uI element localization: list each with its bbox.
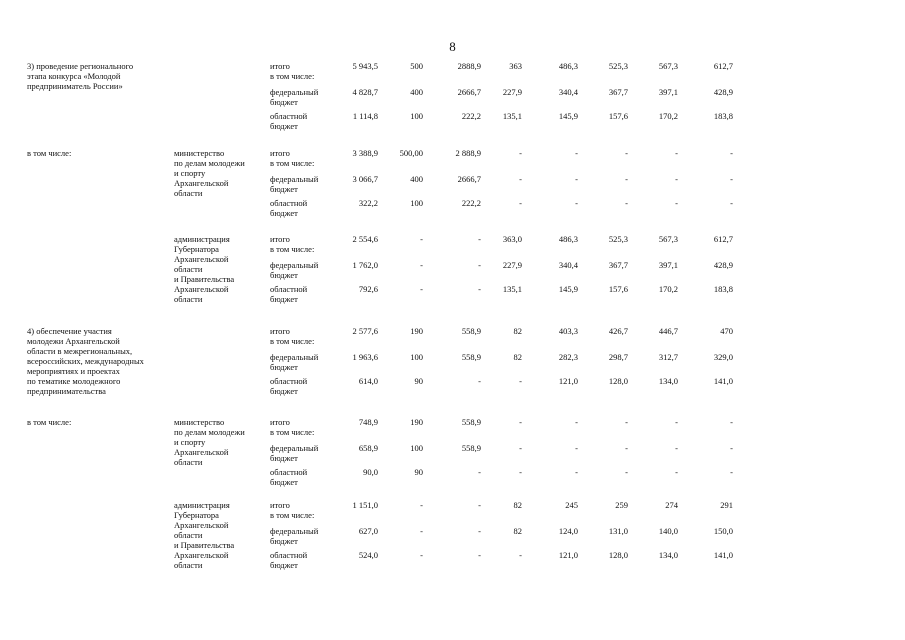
table-cell: 612,7 (713, 61, 733, 71)
section-label: в том числе: (27, 148, 72, 158)
table-cell: - (519, 467, 522, 477)
row-label: федеральный бюджет (270, 87, 319, 107)
table-cell: 141,0 (713, 550, 733, 560)
table-cell: 322,2 (358, 198, 378, 208)
table-cell: 312,7 (658, 352, 678, 362)
table-cell: 486,3 (558, 61, 578, 71)
table-cell: 82 (513, 352, 522, 362)
table-cell: - (675, 198, 678, 208)
table-cell: 135,1 (502, 111, 522, 121)
table-cell: 3 066,7 (352, 174, 378, 184)
table-cell: 227,9 (502, 87, 522, 97)
table-cell: 2 577,6 (352, 326, 378, 336)
row-label: итого в том числе: (270, 61, 315, 81)
table-cell: - (675, 148, 678, 158)
table-cell: 4 828,7 (352, 87, 378, 97)
table-cell: 446,7 (658, 326, 678, 336)
table-cell: - (575, 467, 578, 477)
table-cell: 282,3 (558, 352, 578, 362)
table-cell: - (575, 417, 578, 427)
table-cell: - (478, 550, 481, 560)
table-cell: 470 (720, 326, 733, 336)
table-cell: 400 (410, 174, 423, 184)
table-cell: - (478, 376, 481, 386)
row-label: областной бюджет (270, 111, 308, 131)
table-cell: - (675, 174, 678, 184)
table-cell: - (675, 443, 678, 453)
table-cell: 329,0 (713, 352, 733, 362)
table-cell: - (420, 526, 423, 536)
table-cell: - (625, 174, 628, 184)
table-cell: 222,2 (461, 198, 481, 208)
table-cell: 367,7 (608, 260, 628, 270)
page-number: 8 (449, 39, 456, 54)
row-label: итого в том числе: (270, 500, 315, 520)
table-cell: - (730, 443, 733, 453)
table-cell: - (625, 198, 628, 208)
table-cell: 363 (509, 61, 522, 71)
table-cell: - (625, 417, 628, 427)
table-cell: - (625, 148, 628, 158)
table-cell: 90 (414, 376, 423, 386)
row-label: областной бюджет (270, 376, 308, 396)
table-cell: 150,0 (713, 526, 733, 536)
table-cell: 157,6 (608, 111, 628, 121)
table-cell: 183,8 (713, 111, 733, 121)
executor-label: министерство по делам молодежи и спорту Архангельской области (174, 417, 245, 467)
table-cell: 82 (513, 326, 522, 336)
table-cell: 428,9 (713, 87, 733, 97)
table-cell: 145,9 (558, 111, 578, 121)
table-cell: - (420, 284, 423, 294)
table-cell: 121,0 (558, 376, 578, 386)
row-label: областной бюджет (270, 198, 308, 218)
table-cell: 245 (565, 500, 578, 510)
section-label: 3) проведение регионального этапа конкурса «Молодой предприниматель России» (27, 61, 134, 91)
table-cell: - (730, 417, 733, 427)
table-cell: 612,7 (713, 234, 733, 244)
table-cell: 141,0 (713, 376, 733, 386)
row-label: областной бюджет (270, 467, 308, 487)
table-cell: 2888,9 (457, 61, 481, 71)
table-cell: 100 (410, 352, 423, 362)
table-cell: 90,0 (363, 467, 378, 477)
table-cell: - (420, 234, 423, 244)
executor-label: администрация Губернатора Архангельской области и Правительства Архангельской области (174, 234, 235, 304)
table-cell: 614,0 (358, 376, 378, 386)
table-cell: 170,2 (658, 111, 678, 121)
table-cell: 140,0 (658, 526, 678, 536)
table-cell: 524,0 (358, 550, 378, 560)
table-cell: 426,7 (608, 326, 628, 336)
table-cell: - (730, 174, 733, 184)
table-cell: 259 (615, 500, 628, 510)
table-cell: 100 (410, 198, 423, 208)
table-cell: 90 (414, 467, 423, 477)
row-label: итого в том числе: (270, 148, 315, 168)
row-label: федеральный бюджет (270, 352, 319, 372)
table-cell: - (575, 174, 578, 184)
table-cell: 363,0 (502, 234, 522, 244)
table-cell: 3 388,9 (352, 148, 378, 158)
table-cell: - (575, 198, 578, 208)
executor-label: администрация Губернатора Архангельской области и Правительства Архангельской области (174, 500, 235, 570)
row-label: федеральный бюджет (270, 526, 319, 546)
table-cell: 82 (513, 500, 522, 510)
table-cell: 2 554,6 (352, 234, 378, 244)
table-cell: 121,0 (558, 550, 578, 560)
table-cell: 658,9 (358, 443, 378, 453)
table-cell: - (730, 148, 733, 158)
table-cell: - (478, 500, 481, 510)
row-label: федеральный бюджет (270, 260, 319, 280)
table-cell: 792,6 (358, 284, 378, 294)
table-cell: - (675, 467, 678, 477)
table-cell: - (575, 148, 578, 158)
table-cell: - (519, 550, 522, 560)
table-cell: 100 (410, 111, 423, 121)
table-cell: 128,0 (608, 550, 628, 560)
table-cell: 190 (410, 417, 423, 427)
table-cell: 367,7 (608, 87, 628, 97)
table-cell: 134,0 (658, 376, 678, 386)
table-cell: - (730, 198, 733, 208)
table-cell: - (519, 376, 522, 386)
executor-label: министерство по делам молодежи и спорту Архангельской области (174, 148, 245, 198)
table-cell: 403,3 (558, 326, 578, 336)
row-label: федеральный бюджет (270, 443, 319, 463)
table-cell: - (575, 443, 578, 453)
table-cell: - (730, 467, 733, 477)
table-cell: 397,1 (658, 260, 678, 270)
row-label: итого в том числе: (270, 417, 315, 437)
table-cell: - (478, 260, 481, 270)
table-cell: - (420, 550, 423, 560)
table-cell: - (478, 526, 481, 536)
table-cell: 567,3 (658, 61, 678, 71)
table-cell: - (478, 284, 481, 294)
table-cell: - (625, 443, 628, 453)
table-cell: 748,9 (358, 417, 378, 427)
table-cell: 558,9 (461, 417, 481, 427)
row-label: итого в том числе: (270, 234, 315, 254)
table-cell: - (625, 467, 628, 477)
table-cell: 340,4 (558, 260, 578, 270)
table-cell: - (519, 174, 522, 184)
table-cell: 157,6 (608, 284, 628, 294)
table-cell: 1 762,0 (352, 260, 378, 270)
table-cell: 400 (410, 87, 423, 97)
table-cell: 1 114,8 (352, 111, 378, 121)
table-cell: 2666,7 (457, 87, 481, 97)
table-cell: 558,9 (461, 352, 481, 362)
table-cell: 183,8 (713, 284, 733, 294)
table-cell: 428,9 (713, 260, 733, 270)
row-label: областной бюджет (270, 550, 308, 570)
table-cell: - (420, 260, 423, 270)
table-cell: 340,4 (558, 87, 578, 97)
table-cell: 627,0 (358, 526, 378, 536)
table-cell: 558,9 (461, 326, 481, 336)
table-cell: 2666,7 (457, 174, 481, 184)
table-cell: 82 (513, 526, 522, 536)
section-label: 4) обеспечение участия молодежи Архангельской области в межрегиональных, всероссийских, международных мероприятиях и проектах по тематике молодежного предпринимательства (27, 326, 144, 396)
table-cell: 298,7 (608, 352, 628, 362)
table-cell: 100 (410, 443, 423, 453)
table-cell: - (519, 417, 522, 427)
table-cell: 500 (410, 61, 423, 71)
row-label: областной бюджет (270, 284, 308, 304)
table-cell: 170,2 (658, 284, 678, 294)
table-cell: 222,2 (461, 111, 481, 121)
table-cell: - (478, 234, 481, 244)
table-cell: 5 943,5 (352, 61, 378, 71)
table-cell: 1 151,0 (352, 500, 378, 510)
table-cell: 397,1 (658, 87, 678, 97)
row-label: федеральный бюджет (270, 174, 319, 194)
table-cell: 500,00 (399, 148, 423, 158)
table-cell: 134,0 (658, 550, 678, 560)
table-cell: 1 963,6 (352, 352, 378, 362)
table-cell: 525,3 (608, 234, 628, 244)
table-cell: - (478, 467, 481, 477)
table-cell: 128,0 (608, 376, 628, 386)
table-cell: 291 (720, 500, 733, 510)
table-cell: 145,9 (558, 284, 578, 294)
table-cell: 486,3 (558, 234, 578, 244)
section-label: в том числе: (27, 417, 72, 427)
table-cell: - (519, 198, 522, 208)
table-cell: 558,9 (461, 443, 481, 453)
table-cell: 525,3 (608, 61, 628, 71)
table-cell: 567,3 (658, 234, 678, 244)
table-cell: 274 (665, 500, 678, 510)
table-cell: 135,1 (502, 284, 522, 294)
table-cell: - (519, 443, 522, 453)
table-cell: 124,0 (558, 526, 578, 536)
table-cell: 131,0 (608, 526, 628, 536)
table-cell: - (519, 148, 522, 158)
table-cell: 2 888,9 (455, 148, 481, 158)
table-cell: 190 (410, 326, 423, 336)
table-cell: 227,9 (502, 260, 522, 270)
table-cell: - (675, 417, 678, 427)
table-cell: - (420, 500, 423, 510)
row-label: итого в том числе: (270, 326, 315, 346)
